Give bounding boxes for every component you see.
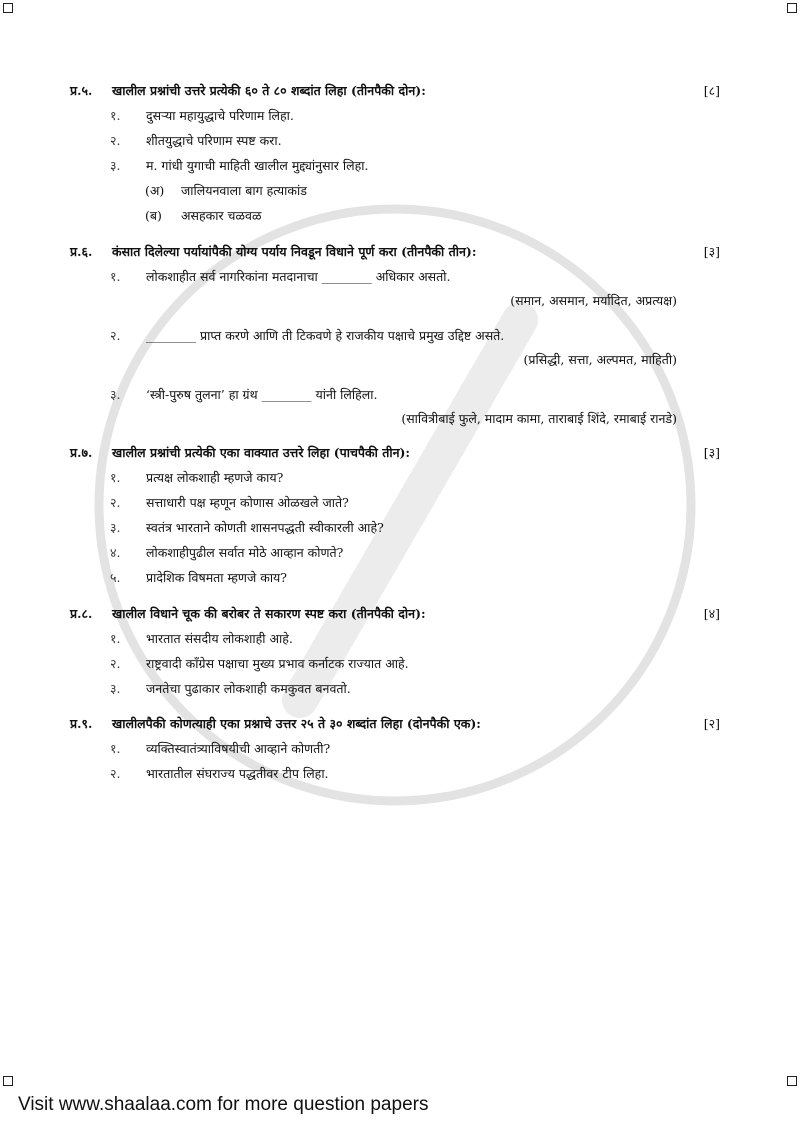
question-item bbox=[110, 681, 680, 697]
question-number: प्र.६. bbox=[70, 244, 93, 259]
item-number: २. bbox=[110, 765, 121, 781]
item-text: म. गांधी युगाची माहिती खालील मुद्द्यांनुसार लिहा. bbox=[146, 157, 369, 173]
item-text: दुसऱ्या महायुद्धाचे परिणाम लिहा. bbox=[146, 107, 294, 123]
question-number: प्र.८. bbox=[70, 606, 93, 621]
question-item bbox=[110, 387, 680, 403]
corner-mark bbox=[3, 3, 13, 13]
question-number: प्र.५. bbox=[70, 83, 93, 98]
question-subitem bbox=[145, 183, 685, 199]
question-number: प्र.९. bbox=[70, 716, 93, 731]
question-item bbox=[110, 495, 680, 511]
question-subitem bbox=[145, 208, 685, 224]
item-number: ३. bbox=[110, 519, 121, 535]
question-item bbox=[110, 158, 680, 174]
subitem-number: (ब) bbox=[145, 207, 162, 223]
question-marks: [२] bbox=[703, 716, 720, 731]
item-text: प्रत्यक्ष लोकशाही म्हणजे काय? bbox=[146, 469, 284, 485]
item-number: २. bbox=[110, 655, 121, 671]
options-text: (समान, असमान, मर्यादित, अप्रत्यक्ष) bbox=[510, 292, 677, 308]
question-marks: [३] bbox=[703, 244, 720, 259]
corner-mark bbox=[3, 1076, 13, 1086]
item-number: १. bbox=[110, 740, 121, 756]
question-title: कंसात दिलेल्या पर्यायांपैकी योग्य पर्याय निवडून विधाने पूर्ण करा (तीनपैकी तीन): bbox=[112, 244, 477, 259]
question-item bbox=[110, 570, 680, 586]
item-number: २. bbox=[110, 494, 121, 510]
question-marks: [८] bbox=[703, 83, 720, 98]
question-header bbox=[70, 83, 720, 99]
options-text: (सावित्रीबाई फुले, मादाम कामा, ताराबाई शिंदे, रमाबाई रानडे) bbox=[401, 410, 677, 426]
question-item bbox=[110, 656, 680, 672]
question-item bbox=[110, 766, 680, 782]
question-title: खालील प्रश्नांची प्रत्येकी एका वाक्यात उत्तरे लिहा (पाचपैकी तीन): bbox=[112, 445, 411, 460]
item-text: भारतात संसदीय लोकशाही आहे. bbox=[146, 630, 293, 646]
subitem-number: (अ) bbox=[145, 182, 165, 198]
item-number: ५. bbox=[110, 569, 121, 585]
question-number: प्र.७. bbox=[70, 445, 93, 460]
item-text: भारतातील संघराज्य पद्धतीवर टीप लिहा. bbox=[146, 765, 329, 781]
item-number: ४. bbox=[110, 544, 121, 560]
item-number: १. bbox=[110, 107, 121, 123]
question-item bbox=[110, 520, 680, 536]
item-text: राष्ट्रवादी काँग्रेस पक्षाचा मुख्य प्रभाव कर्नाटक राज्यात आहे. bbox=[146, 655, 409, 671]
corner-mark bbox=[787, 1076, 797, 1086]
question-title: खालीलपैकी कोणत्याही एका प्रश्नाचे उत्तर २५ ते ३० शब्दांत लिहा (दोनपैकी एक): bbox=[112, 716, 481, 731]
options-text: (प्रसिद्धी, सत्ता, अल्पमत, माहिती) bbox=[523, 351, 677, 367]
item-number: २. bbox=[110, 132, 121, 148]
question-item bbox=[110, 545, 680, 561]
subitem-text: असहकार चळवळ bbox=[181, 207, 262, 223]
question-item bbox=[110, 328, 680, 344]
item-text: सत्ताधारी पक्ष म्हणून कोणास ओळखले जाते? bbox=[146, 494, 349, 510]
item-number: १. bbox=[110, 469, 121, 485]
question-item bbox=[110, 741, 680, 757]
question-item bbox=[110, 133, 680, 149]
item-number: ३. bbox=[110, 680, 121, 696]
corner-mark bbox=[787, 3, 797, 13]
question-item bbox=[110, 108, 680, 124]
item-text: लोकशाहीत सर्व नागरिकांना मतदानाचा ________ अधिकार असतो. bbox=[146, 268, 451, 284]
item-text: स्वतंत्र भारताने कोणती शासनपद्धती स्वीकारली आहे? bbox=[146, 519, 384, 535]
item-number: १. bbox=[110, 630, 121, 646]
question-item bbox=[110, 631, 680, 647]
question-header bbox=[70, 244, 720, 260]
question-header bbox=[70, 445, 720, 461]
item-text: शीतयुद्धाचे परिणाम स्पष्ट करा. bbox=[146, 132, 282, 148]
footer-text: Visit www.shaalaa.com for more question papers bbox=[18, 1094, 429, 1115]
item-number: १. bbox=[110, 268, 121, 284]
question-marks: [३] bbox=[703, 445, 720, 460]
question-title: खालील विधाने चूक की बरोबर ते सकारण स्पष्ट करा (तीनपैकी दोन): bbox=[112, 606, 426, 621]
question-header bbox=[70, 606, 720, 622]
question-header bbox=[70, 716, 720, 732]
item-number: २. bbox=[110, 327, 121, 343]
question-title: खालील प्रश्नांची उत्तरे प्रत्येकी ६० ते ८० शब्दांत लिहा (तीनपैकी दोन): bbox=[112, 83, 426, 98]
question-item bbox=[110, 470, 680, 486]
item-text: प्रादेशिक विषमता म्हणजे काय? bbox=[146, 569, 288, 585]
item-text: ‘स्त्री-पुरुष तुलना’ हा ग्रंथ ________ यांनी लिहिला. bbox=[146, 386, 378, 402]
question-marks: [४] bbox=[703, 606, 720, 621]
question-item bbox=[110, 269, 680, 285]
item-text: लोकशाहीपुढील सर्वात मोठे आव्हान कोणते? bbox=[146, 544, 344, 560]
subitem-text: जालियनवाला बाग हत्याकांड bbox=[181, 182, 307, 198]
item-number: ३. bbox=[110, 386, 121, 402]
item-number: ३. bbox=[110, 157, 121, 173]
item-text: ________ प्राप्त करणे आणि ती टिकवणे हे राजकीय पक्षाचे प्रमुख उद्दिष्ट असते. bbox=[146, 327, 505, 343]
item-text: व्यक्तिस्वातंत्र्याविषयीची आव्हाने कोणती? bbox=[146, 740, 331, 756]
item-text: जनतेचा पुढाकार लोकशाही कमकुवत बनवतो. bbox=[146, 680, 351, 696]
